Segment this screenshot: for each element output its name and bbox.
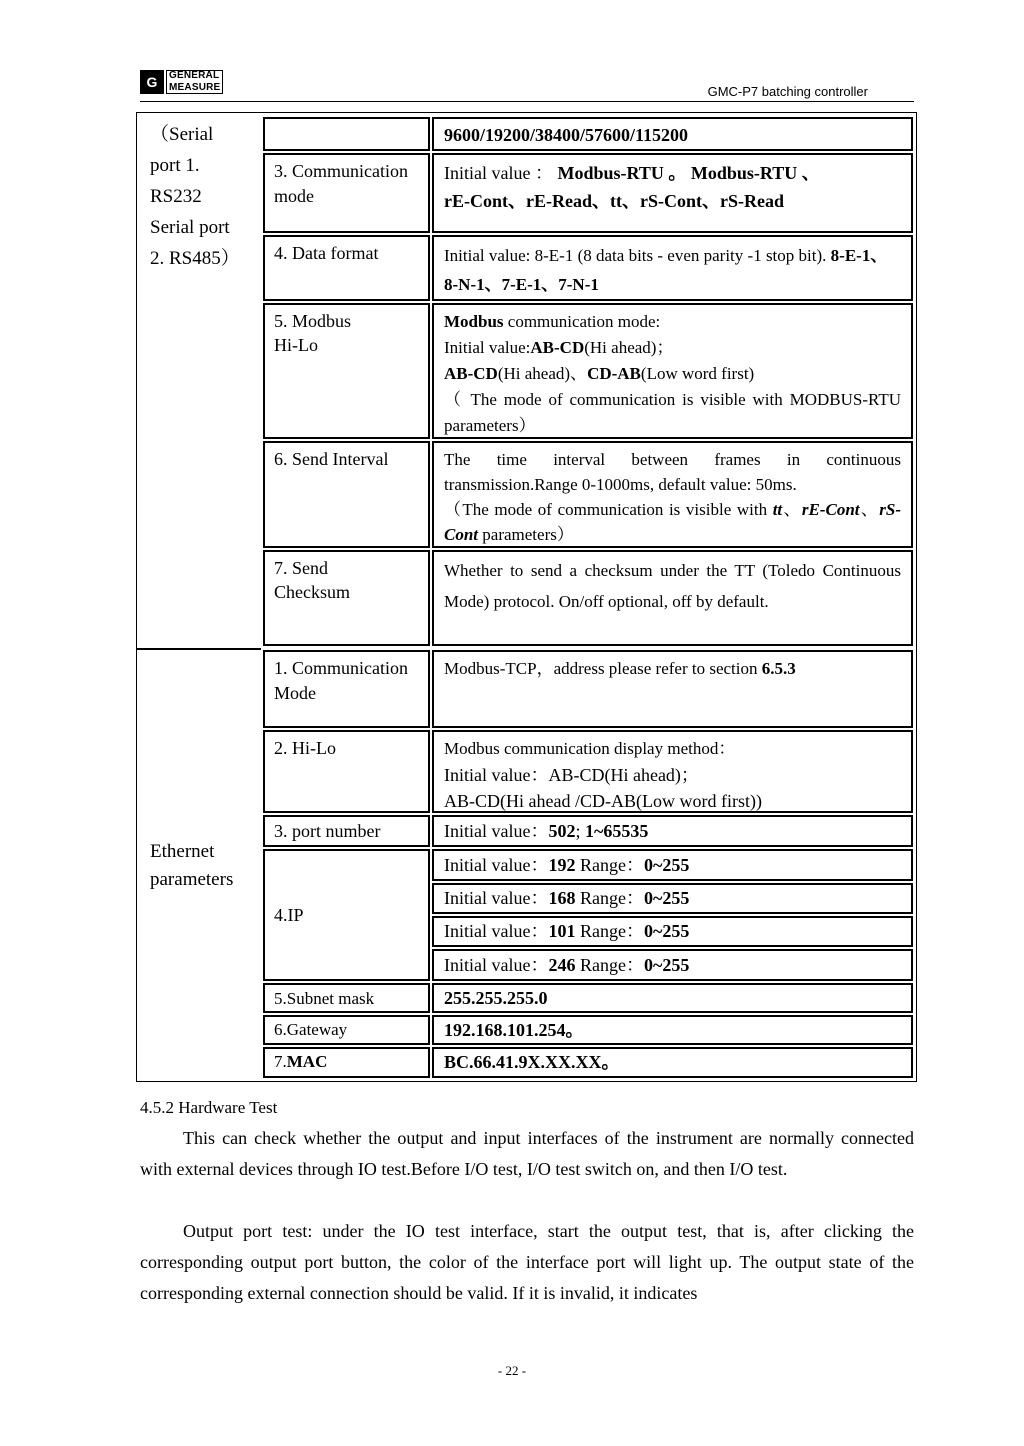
baud-name-cell: [263, 117, 430, 151]
text: Initial value:: [444, 338, 531, 357]
gateway-value: [432, 1015, 913, 1045]
text: Initial value：: [444, 921, 549, 941]
text: Range：: [575, 955, 644, 975]
octet-value: 192: [548, 855, 576, 875]
bold-term: Modbus: [444, 312, 504, 331]
text: 、: [782, 500, 802, 519]
send-checksum-name: [263, 550, 430, 646]
send-checksum-value: Whether to send a checksum under the TT (Toledo Continuous Mode) protocol. On/off optional, off by default.: [432, 550, 913, 646]
protocol-options: rE-Cont、rE-Read、tt、rS-Cont、rS-Read: [444, 191, 784, 211]
ip-octet-1: [432, 849, 913, 881]
text: (Hi ahead)；: [584, 338, 674, 357]
value-line: [444, 497, 901, 547]
eth-comm-mode-value: [432, 650, 913, 728]
ip-octet-4: [432, 949, 913, 981]
serial-label-line: RS232: [150, 186, 202, 207]
name-line: 5. Modbus: [274, 311, 352, 331]
value-line: （ The mode of communication is visible with MODBUS-RTU parameters）: [444, 390, 901, 435]
send-interval-name: 6. Send Interval: [263, 441, 430, 548]
text: Initial value：: [444, 855, 549, 875]
subnet-mask: 255.255.255.0: [444, 988, 548, 1008]
value-line: AB-CD(Hi ahead /CD-AB(Low word first)): [444, 791, 762, 811]
modbus-hilo-value: [432, 303, 913, 439]
mac-label: MAC: [286, 1052, 328, 1071]
subnet-name: 5.Subnet mask: [263, 983, 430, 1013]
logo-mark: G: [140, 70, 164, 94]
text: （The mode of communication is visible with: [444, 500, 773, 519]
mac-value: [432, 1047, 913, 1078]
text: parameters）: [478, 525, 574, 544]
text: (Low word first): [640, 364, 755, 383]
value-line: Initial value：AB-CD(Hi ahead)；: [444, 765, 699, 785]
document-title: GMC-P7 batching controller: [707, 84, 868, 99]
bold-term: AB-CD: [444, 364, 498, 383]
eth-hilo-value: [432, 730, 913, 813]
ip-octet-2: [432, 883, 913, 914]
octet-range: 0~255: [643, 855, 690, 875]
text: 、: [859, 500, 880, 519]
text: (Hi ahead)、: [497, 364, 588, 383]
value-line: [444, 335, 901, 361]
page-number: - 22 -: [497, 1363, 527, 1378]
param-name: rE-Cont: [801, 500, 860, 519]
ethernet-section-label: [150, 838, 258, 894]
text: 7.: [274, 1052, 287, 1071]
name-line: 7. Send: [274, 558, 328, 578]
octet-range: 0~255: [643, 955, 690, 975]
ip-name: 4.IP: [263, 849, 430, 981]
section-divider: [136, 648, 261, 650]
format-options: 8-E-1、8-N-1、7-E-1、7-N-1: [444, 246, 888, 294]
text: Range：: [575, 921, 644, 941]
port-value: [432, 815, 913, 847]
ip-octet-3: [432, 916, 913, 947]
modbus-hilo-name: [263, 303, 430, 439]
value-line: [444, 361, 901, 387]
value-line: [444, 309, 901, 335]
port-initial: 502: [548, 821, 576, 841]
text: Initial value：: [444, 955, 549, 975]
mac-name: [263, 1047, 430, 1078]
subnet-value: [432, 983, 913, 1013]
baud-rates: 9600/19200/38400/57600/115200: [444, 125, 689, 145]
section-ref: 6.5.3: [761, 659, 796, 678]
logo-line-2: MEASURE: [169, 82, 221, 93]
text: Initial value：: [444, 888, 549, 908]
bold-term: CD-AB: [587, 364, 641, 383]
section-heading: 4.5.2 Hardware Test: [140, 1098, 278, 1117]
eth-hilo-name: 2. Hi-Lo: [263, 730, 430, 813]
serial-label-line: （Serial: [150, 124, 214, 145]
logo-text: [166, 70, 223, 94]
eth-comm-mode-name: 1. Communication Mode: [263, 650, 430, 728]
paragraph-io-test: This can check whether the output and input interfaces of the instrument are normally connected with external devices through IO test.Before I/O test, I/O test switch on, and then I/O test.: [140, 1128, 914, 1179]
protocol-options: Modbus-RTU 。 Modbus-RTU 、: [557, 163, 820, 183]
bold-term: AB-CD: [530, 338, 585, 357]
logo-line-1: GENERAL: [169, 70, 220, 81]
octet-value: 168: [548, 888, 576, 908]
text: Modbus-TCP，address please refer to section: [444, 659, 762, 678]
octet-range: 0~255: [643, 921, 690, 941]
name-line: Checksum: [274, 582, 350, 602]
value-line: Modbus communication display method：: [444, 739, 736, 758]
gateway-address: 192.168.101.254。: [444, 1020, 584, 1040]
value-prefix: Initial value ：: [444, 163, 553, 183]
paragraph-output-test: Output port test: under the IO test interface, start the output test, that is, after clicking the corresponding output port button, the color of the interface port will light up. The output state of the corresponding external connection should be valid. If it is invalid, it indicates: [140, 1221, 914, 1303]
serial-comm-mode-name: 3. Communication mode: [263, 153, 430, 233]
serial-section-label: [150, 119, 258, 274]
octet-value: 101: [548, 921, 576, 941]
port-name: 3. port number: [263, 815, 430, 847]
baud-value-cell: [432, 117, 913, 151]
text: Initial value：: [444, 821, 549, 841]
text: Range：: [575, 855, 644, 875]
ethernet-label-line: parameters: [150, 869, 234, 890]
gateway-name: 6.Gateway: [263, 1015, 430, 1045]
data-format-name: 4. Data format: [263, 235, 430, 301]
text: ;: [575, 821, 585, 841]
value-line: The time interval between frames in continuous transmission.Range 0-1000ms, default value: 50ms.: [444, 450, 901, 494]
param-name: rS-Cont: [444, 500, 901, 544]
serial-label-line: Serial port: [150, 217, 230, 238]
name-line: Hi-Lo: [274, 335, 318, 355]
serial-label-line: 2. RS485）: [150, 248, 240, 269]
octet-value: 246: [548, 955, 576, 975]
serial-comm-mode-value: [432, 153, 913, 233]
value-text: Initial value: 8-E-1 (8 data bits - even parity -1 stop bit).: [444, 246, 831, 265]
param-name: tt: [772, 500, 783, 519]
serial-label-line: port 1.: [150, 155, 200, 176]
text: Range：: [575, 888, 644, 908]
octet-range: 0~255: [643, 888, 690, 908]
send-interval-value: [432, 441, 913, 548]
mac-address: BC.66.41.9X.XX.XX。: [444, 1052, 620, 1072]
company-logo: [140, 70, 236, 94]
ethernet-label-line: Ethernet: [150, 841, 215, 862]
text: communication mode:: [503, 312, 661, 331]
port-range: 1~65535: [584, 821, 649, 841]
data-format-value: [432, 235, 913, 301]
header-divider: [140, 101, 914, 102]
